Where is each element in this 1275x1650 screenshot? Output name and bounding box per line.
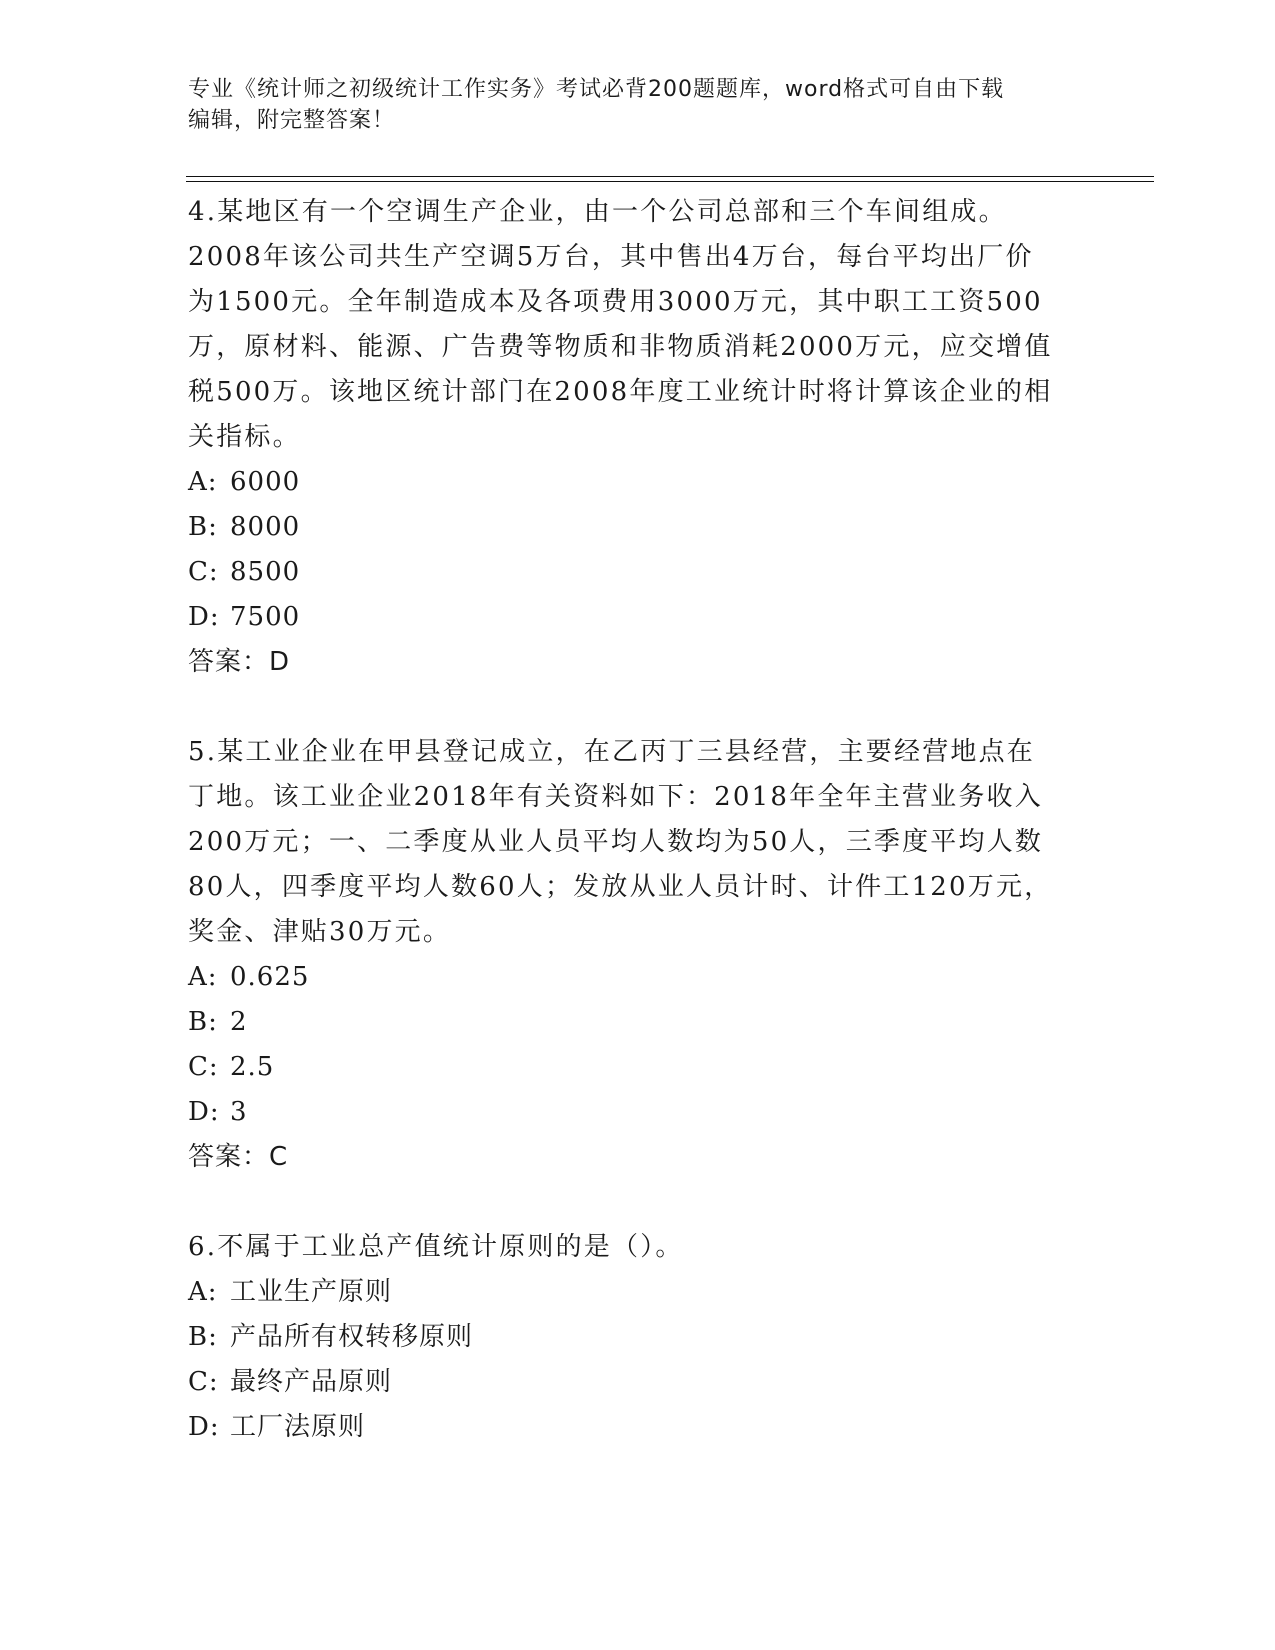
question-stem [188,730,1088,955]
answer-option [188,1000,1088,1045]
question-block [188,1225,1088,1450]
option-text: 0.625 [230,962,310,992]
option-text: 工厂法原则 [230,1412,366,1442]
option-letter: B: [188,1322,218,1352]
option-letter: A: [188,962,218,992]
header-line-2: 编辑，附完整答案！ [188,108,396,133]
answer-key: 答案：D [188,647,291,677]
question-block [188,190,1088,685]
option-text: 2.5 [230,1052,275,1082]
option-text: 3 [230,1097,248,1127]
answer-option [188,1090,1088,1135]
option-text: 最终产品原则 [230,1367,393,1397]
answer-option [188,1045,1088,1090]
answer-option [188,505,1088,550]
option-text: 7500 [230,602,301,632]
question-stem-line: 为1500元。全年制造成本及各项费用3000万元，其中职工工资500 [188,287,1043,317]
header-divider-top [186,176,1154,177]
option-letter: D: [188,1412,220,1442]
option-letter: C: [188,557,219,587]
header-line-1: 专业《统计师之初级统计工作实务》考试必背200题题库，word格式可自由下载 [188,77,1005,102]
option-text: 工业生产原则 [230,1277,393,1307]
option-text: 6000 [230,467,301,497]
header-divider-bottom [186,181,1154,182]
answer-option [188,1360,1088,1405]
answer-option [188,550,1088,595]
option-letter: C: [188,1367,219,1397]
option-text: 产品所有权转移原则 [230,1322,474,1352]
question-stem-line: 5.某工业企业在甲县登记成立，在乙丙丁三县经营，主要经营地点在 [188,737,1036,767]
question-stem-line: 丁地。该工业企业2018年有关资料如下：2018年全年主营业务收入 [188,782,1043,812]
option-letter: D: [188,1097,220,1127]
option-text: 2 [230,1007,248,1037]
question-list [188,190,1088,1450]
answer-option [188,1270,1088,1315]
question-stem-line: 80人，四季度平均人数60人；发放从业人员计时、计件工120万元， [188,872,1053,902]
question-stem-line: 关指标。 [188,422,301,452]
document-header [188,74,1088,136]
answer-option [188,460,1088,505]
option-letter: A: [188,467,218,497]
question-stem-line: 奖金、津贴30万元。 [188,917,452,947]
question-stem [188,1225,1088,1270]
option-letter: C: [188,1052,219,1082]
question-stem-line: 4.某地区有一个空调生产企业，由一个公司总部和三个车间组成。 [188,197,1007,227]
option-letter: B: [188,512,218,542]
question-stem-line: 6.不属于工业总产值统计原则的是（）。 [188,1232,684,1262]
question-spacer [188,1180,1088,1225]
option-letter: B: [188,1007,218,1037]
question-spacer [188,685,1088,730]
option-letter: D: [188,602,220,632]
question-stem-line: 200万元；一、二季度从业人员平均人数均为50人，三季度平均人数 [188,827,1044,857]
question-stem [188,190,1088,460]
question-stem-line: 万，原材料、能源、广告费等物质和非物质消耗2000万元，应交增值 [188,332,1053,362]
question-stem-line: 税500万。该地区统计部门在2008年度工业统计时将计算该企业的相 [188,377,1053,407]
answer-option [188,595,1088,640]
question-stem-line: 2008年该公司共生产空调5万台，其中售出4万台，每台平均出厂价 [188,242,1034,272]
answer-option [188,955,1088,1000]
answer-option [188,1405,1088,1450]
question-block [188,730,1088,1180]
option-text: 8500 [230,557,301,587]
option-text: 8000 [230,512,301,542]
option-letter: A: [188,1277,218,1307]
answer-key: 答案：C [188,1142,289,1172]
answer-option [188,1315,1088,1360]
